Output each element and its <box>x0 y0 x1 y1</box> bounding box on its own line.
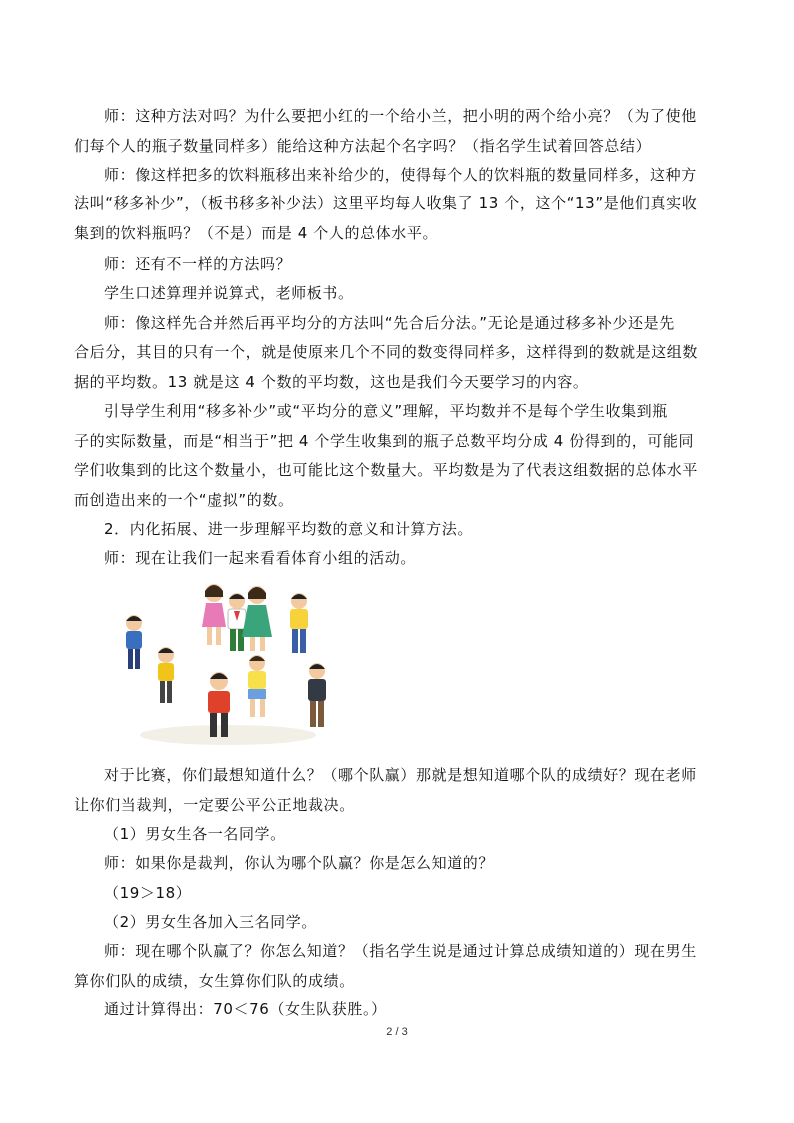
text-line: 集到的饮料瓶吗？（不是）而是 4 个人的总体水平。 <box>74 224 439 242</box>
text-line: 师：如果你是裁判，你认为哪个队赢？你是怎么知道的？ <box>104 854 495 872</box>
text-line: 法叫“移多补少”，（板书移多补少法）这里平均每人收集了 13 个，这个“13”是他们真实收 <box>74 194 698 212</box>
text-line: 子的实际数量，而是“相当于”把 4 个学生收集到的瓶子总数平均分成 4 份得到的，可能同 <box>74 432 695 450</box>
text-line: 师：像这样把多的饮料瓶移出来补给少的，使得每个人的饮料瓶的数量同样多，这种方 <box>104 166 697 184</box>
children-playing-illustration <box>120 575 340 750</box>
text-line: （2）男女生各加入三名同学。 <box>104 913 317 931</box>
text-line: 2．内化拓展、进一步理解平均数的意义和计算方法。 <box>104 520 473 538</box>
text-line: 对于比赛，你们最想知道什么？（哪个队赢）那就是想知道哪个队的成绩好？现在老师 <box>104 766 697 784</box>
text-line: 学生口述算理并说算式，老师板书。 <box>104 284 354 302</box>
text-line: 师：还有不一样的方法吗？ <box>104 255 292 273</box>
text-line: 们每个人的瓶子数量同样多）能给这种方法起个名字吗？（指名学生试着回答总结） <box>74 137 652 155</box>
text-line: 师：现在让我们一起来看看体育小组的活动。 <box>104 549 417 567</box>
child-figure <box>290 593 308 653</box>
text-line: 师：像这样先合并然后再平均分的方法叫“先合后分法。”无论是通过移多补少还是先 <box>104 314 675 332</box>
child-figure <box>242 586 272 651</box>
child-figure <box>228 593 246 651</box>
child-figure <box>308 663 326 727</box>
text-line: 引导学生利用“移多补少”或“平均分的意义”理解，平均数并不是每个学生收集到瓶 <box>104 402 668 420</box>
child-figure <box>202 584 226 645</box>
text-line: 师：现在哪个队赢了？你怎么知道？（指名学生说是通过计算总成绩知道的）现在男生 <box>104 942 697 960</box>
text-line: 而创造出来的一个“虚拟”的数。 <box>74 491 294 509</box>
text-line: 据的平均数。13 就是这 4 个数的平均数，这也是我们今天要学习的内容。 <box>74 373 589 391</box>
page-number: 2 / 3 <box>386 1026 408 1038</box>
child-figure <box>158 647 174 703</box>
child-figure <box>126 615 142 669</box>
text-line: 学们收集到的比这个数量小，也可能比这个数量大。平均数是为了代表这组数据的总体水平 <box>74 461 699 479</box>
text-line: （1）男女生各一名同学。 <box>104 825 286 843</box>
text-line: 师：这种方法对吗？为什么要把小红的一个给小兰，把小明的两个给小亮？（为了使他 <box>104 107 697 125</box>
text-line: 通过计算得出：70＜76（女生队获胜。） <box>104 1000 387 1018</box>
text-line: 合后分，其目的只有一个，就是使原来几个不同的数变得同样多，这样得到的数就是这组数 <box>74 343 699 361</box>
text-line: 让你们当裁判，一定要公平公正地裁决。 <box>74 796 355 814</box>
text-line: 算你们队的成绩，女生算你们队的成绩。 <box>74 972 355 990</box>
child-figure <box>248 655 266 717</box>
text-line: （19＞18） <box>104 884 192 902</box>
